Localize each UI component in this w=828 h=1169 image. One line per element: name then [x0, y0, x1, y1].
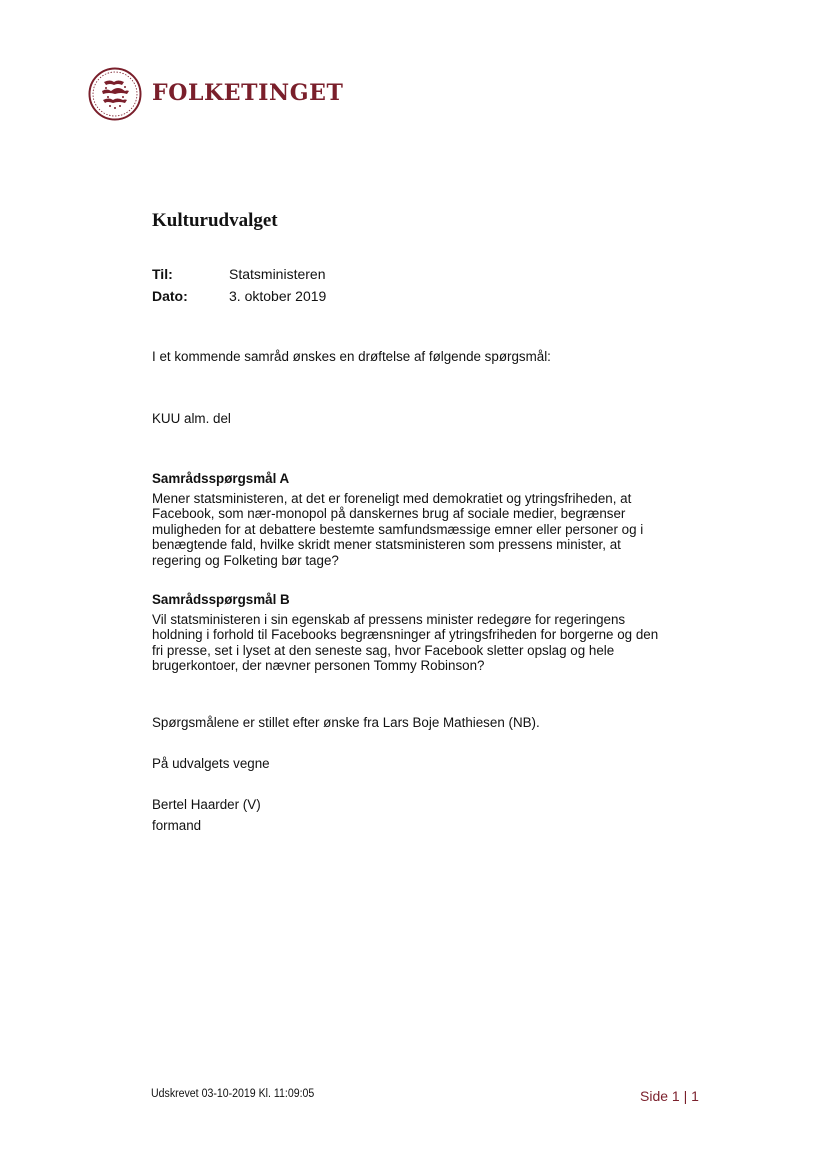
- to-label: Til:: [152, 266, 173, 282]
- date-value: 3. oktober 2019: [229, 288, 327, 304]
- date-label: Dato:: [152, 288, 188, 304]
- page-number: Side 1 | 1: [640, 1088, 699, 1104]
- signatory-role: formand: [152, 817, 202, 833]
- question-a-body: Mener statsministeren, at det er foreneligt med demokratiet og ytringsfriheden, at Facebook, som nær-monopol på danskernes brug af sociale medier, begrænser muligheden for at debattere bestemte samfundsmæssige emner eller personer og i benægtende fald, hvilke skridt mener statsministeren som pressens minister, at regering og Folketing bør tage?: [152, 490, 644, 568]
- printed-timestamp: Udskrevet 03-10-2019 Kl. 11:09:05: [151, 1088, 315, 1100]
- question-a: [152, 471, 672, 569]
- folketinget-seal-logo: [88, 67, 142, 121]
- question-b-title: Samrådsspørgsmål B: [152, 592, 290, 607]
- requested-by-text: Spørgsmålene er stillet efter ønske fra Lars Boje Mathiesen (NB).: [152, 715, 540, 730]
- signatory-block: [152, 797, 672, 833]
- question-b: [152, 592, 672, 674]
- committee-title: Kulturudvalget: [152, 210, 278, 231]
- signatory-name: Bertel Haarder (V): [152, 797, 261, 812]
- closing-text: På udvalgets vegne: [152, 756, 270, 771]
- reference-text: KUU alm. del: [152, 411, 231, 426]
- logo-wordmark: FOLKETINGET: [152, 80, 344, 106]
- intro-text: I et kommende samråd ønskes en drøftelse af følgende spørgsmål:: [152, 349, 551, 364]
- question-a-title: Samrådsspørgsmål A: [152, 471, 290, 486]
- to-value: Statsministeren: [229, 266, 326, 282]
- question-b-body: Vil statsministeren i sin egenskab af pressens minister redegøre for regeringens holdning i forhold til Facebooks begrænsninger af ytringsfriheden for borgerne og den fri presse, set i lyset at den seneste sag, hvor Facebook sletter opslag og hele brugerkontoer, der nævner personen Tommy Robinson?: [152, 611, 659, 674]
